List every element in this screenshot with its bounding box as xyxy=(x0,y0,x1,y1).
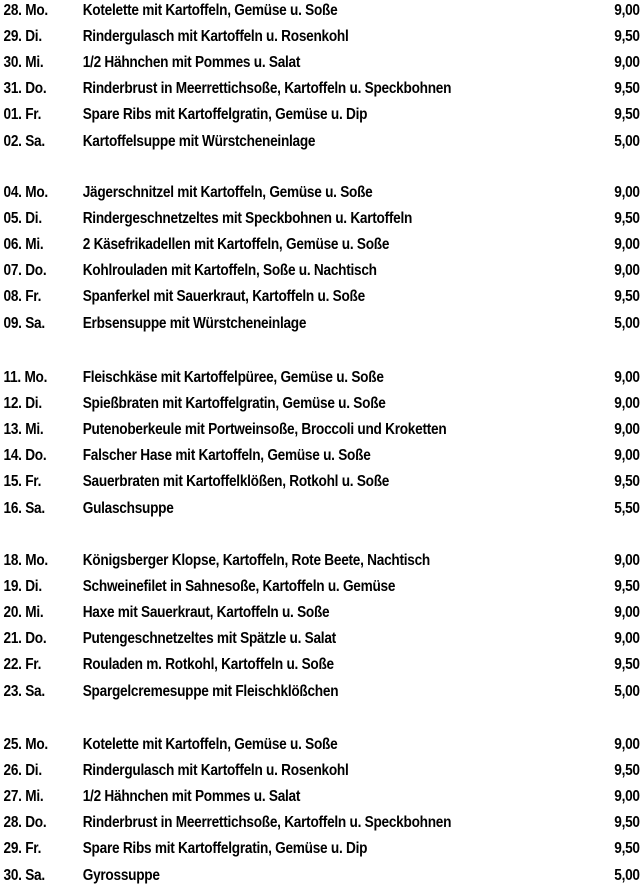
menu-row xyxy=(0,760,640,782)
menu-day: 07. Do. xyxy=(3,262,47,280)
menu-row xyxy=(0,865,640,887)
menu-price: 9,00 xyxy=(614,630,640,648)
menu-price: 9,00 xyxy=(614,788,640,806)
menu-row xyxy=(0,234,640,256)
menu-day: 30. Mi. xyxy=(3,54,44,72)
menu-dish: Gyrossuppe xyxy=(82,866,160,884)
menu-dish: Königsberger Klopse, Kartoffeln, Rote Beete, Nachtisch xyxy=(82,552,431,569)
menu-dish: 1/2 Hähnchen mit Pommes u. Salat xyxy=(82,788,301,806)
menu-dish: Rindergulasch mit Kartoffeln u. Rosenkohl xyxy=(82,28,349,46)
menu-price: 9,00 xyxy=(614,552,640,569)
menu-row xyxy=(0,681,640,703)
menu-dish: Putenoberkeule mit Portweinsoße, Broccoli und Kroketten xyxy=(82,421,447,439)
menu-day: 06. Mi. xyxy=(3,236,44,254)
menu-price: 9,00 xyxy=(614,2,640,19)
menu-price: 9,50 xyxy=(614,578,640,596)
menu-row xyxy=(0,812,640,834)
menu-price: 9,50 xyxy=(614,210,640,228)
menu-price: 9,50 xyxy=(614,106,640,124)
menu-dish: Sauerbraten mit Kartoffelklößen, Rotkohl u. Soße xyxy=(82,473,390,491)
menu-price: 9,00 xyxy=(614,395,640,413)
menu-dish: Fleischkäse mit Kartoffelpüree, Gemüse u. Soße xyxy=(82,369,384,386)
menu-day: 01. Fr. xyxy=(3,106,42,124)
menu-row xyxy=(0,419,640,441)
menu-day: 14. Do. xyxy=(3,447,47,465)
menu-day: 30. Sa. xyxy=(3,866,45,884)
menu-dish: Spare Ribs mit Kartoffelgratin, Gemüse u. Dip xyxy=(82,106,368,124)
menu-day: 09. Sa. xyxy=(3,314,45,332)
menu-price: 5,50 xyxy=(614,499,640,517)
menu-price: 9,00 xyxy=(614,736,640,753)
menu-dish: Rinderbrust in Meerrettichsoße, Kartoffeln u. Speckbohnen xyxy=(82,80,452,98)
menu-price: 5,00 xyxy=(614,866,640,884)
menu-day: 27. Mi. xyxy=(3,788,44,806)
menu-day: 28. Do. xyxy=(3,814,47,832)
menu-row xyxy=(0,26,640,48)
menu-dish: Haxe mit Sauerkraut, Kartoffeln u. Soße xyxy=(82,604,330,622)
menu-price: 5,00 xyxy=(614,314,640,332)
menu-row xyxy=(0,131,640,153)
menu-price: 9,50 xyxy=(614,80,640,98)
menu-price: 9,50 xyxy=(614,288,640,306)
menu-row xyxy=(0,602,640,624)
menu-dish: Kotelette mit Kartoffeln, Gemüse u. Soße xyxy=(82,2,338,19)
menu-dish: Kohlrouladen mit Kartoffeln, Soße u. Nachtisch xyxy=(82,262,377,280)
menu-price: 9,00 xyxy=(614,369,640,386)
menu-row xyxy=(0,393,640,415)
menu-dish: Spanferkel mit Sauerkraut, Kartoffeln u. Soße xyxy=(82,288,365,306)
menu-day: 12. Di. xyxy=(3,395,42,413)
menu-row xyxy=(0,498,640,520)
menu-dish: Rindergulasch mit Kartoffeln u. Rosenkohl xyxy=(82,762,349,780)
menu-day: 19. Di. xyxy=(3,578,42,596)
menu-row xyxy=(0,734,640,756)
menu-day: 29. Fr. xyxy=(3,840,42,858)
menu-row xyxy=(0,0,640,22)
menu-day: 13. Mi. xyxy=(3,421,44,439)
menu-row xyxy=(0,286,640,308)
menu-row xyxy=(0,786,640,808)
menu-price: 9,00 xyxy=(614,54,640,72)
menu-day: 23. Sa. xyxy=(3,682,45,700)
menu-day: 25. Mo. xyxy=(3,736,48,753)
menu-day: 08. Fr. xyxy=(3,288,42,306)
menu-row xyxy=(0,52,640,74)
menu-dish: Spießbraten mit Kartoffelgratin, Gemüse u. Soße xyxy=(82,395,386,413)
menu-day: 20. Mi. xyxy=(3,604,44,622)
menu-day: 18. Mo. xyxy=(3,552,48,569)
menu-price: 9,00 xyxy=(614,421,640,439)
menu-day: 29. Di. xyxy=(3,28,42,46)
menu-dish: Jägerschnitzel mit Kartoffeln, Gemüse u. Soße xyxy=(82,184,373,201)
menu-day: 22. Fr. xyxy=(3,656,42,674)
menu-row xyxy=(0,654,640,676)
menu-price: 9,50 xyxy=(614,840,640,858)
menu-row xyxy=(0,838,640,860)
menu-row xyxy=(0,576,640,598)
menu-day: 26. Di. xyxy=(3,762,42,780)
menu-dish: Rouladen m. Rotkohl, Kartoffeln u. Soße xyxy=(82,656,334,674)
menu-dish: Rindergeschnetzeltes mit Speckbohnen u. Kartoffeln xyxy=(82,210,413,228)
menu-price: 9,50 xyxy=(614,473,640,491)
menu-dish: Putengeschnetzeltes mit Spätzle u. Salat xyxy=(82,630,336,648)
menu-row xyxy=(0,78,640,100)
menu-dish: Kotelette mit Kartoffeln, Gemüse u. Soße xyxy=(82,736,338,753)
menu-day: 05. Di. xyxy=(3,210,42,228)
menu-dish: Falscher Hase mit Kartoffeln, Gemüse u. Soße xyxy=(82,447,371,465)
menu-dish: Schweinefilet in Sahnesoße, Kartoffeln u. Gemüse xyxy=(82,578,396,596)
menu-dish: Rinderbrust in Meerrettichsoße, Kartoffeln u. Speckbohnen xyxy=(82,814,452,832)
menu-price: 5,00 xyxy=(614,132,640,150)
menu-row xyxy=(0,208,640,230)
menu-price: 9,00 xyxy=(614,447,640,465)
menu-price: 9,00 xyxy=(614,604,640,622)
menu-dish: Kartoffelsuppe mit Würstcheneinlage xyxy=(82,132,316,150)
menu-dish: Erbsensuppe mit Würstcheneinlage xyxy=(82,314,307,332)
menu-row xyxy=(0,550,640,572)
menu-day: 21. Do. xyxy=(3,630,47,648)
menu-day: 11. Mo. xyxy=(3,369,48,386)
menu-price: 9,50 xyxy=(614,656,640,674)
menu-row xyxy=(0,445,640,467)
menu-day: 31. Do. xyxy=(3,80,47,98)
menu-row xyxy=(0,182,640,204)
menu-dish: 2 Käsefrikadellen mit Kartoffeln, Gemüse u. Soße xyxy=(82,236,390,254)
menu-row xyxy=(0,104,640,126)
menu-day: 02. Sa. xyxy=(3,132,45,150)
menu-row xyxy=(0,367,640,389)
menu-dish: 1/2 Hähnchen mit Pommes u. Salat xyxy=(82,54,301,72)
menu-day: 28. Mo. xyxy=(3,2,48,19)
menu-price: 9,00 xyxy=(614,236,640,254)
menu-day: 04. Mo. xyxy=(3,184,48,201)
menu-price: 9,00 xyxy=(614,262,640,280)
menu-price: 9,00 xyxy=(614,184,640,201)
menu-price: 9,50 xyxy=(614,28,640,46)
menu-price: 9,50 xyxy=(614,814,640,832)
menu-dish: Spare Ribs mit Kartoffelgratin, Gemüse u. Dip xyxy=(82,840,368,858)
menu-row xyxy=(0,313,640,335)
menu-row xyxy=(0,260,640,282)
menu-dish: Gulaschsuppe xyxy=(82,499,174,517)
menu-price: 9,50 xyxy=(614,762,640,780)
menu-day: 15. Fr. xyxy=(3,473,42,491)
menu-dish: Spargelcremesuppe mit Fleischklößchen xyxy=(82,682,339,700)
menu-row xyxy=(0,628,640,650)
menu-row xyxy=(0,471,640,493)
menu-price: 5,00 xyxy=(614,682,640,700)
menu-day: 16. Sa. xyxy=(3,499,45,517)
